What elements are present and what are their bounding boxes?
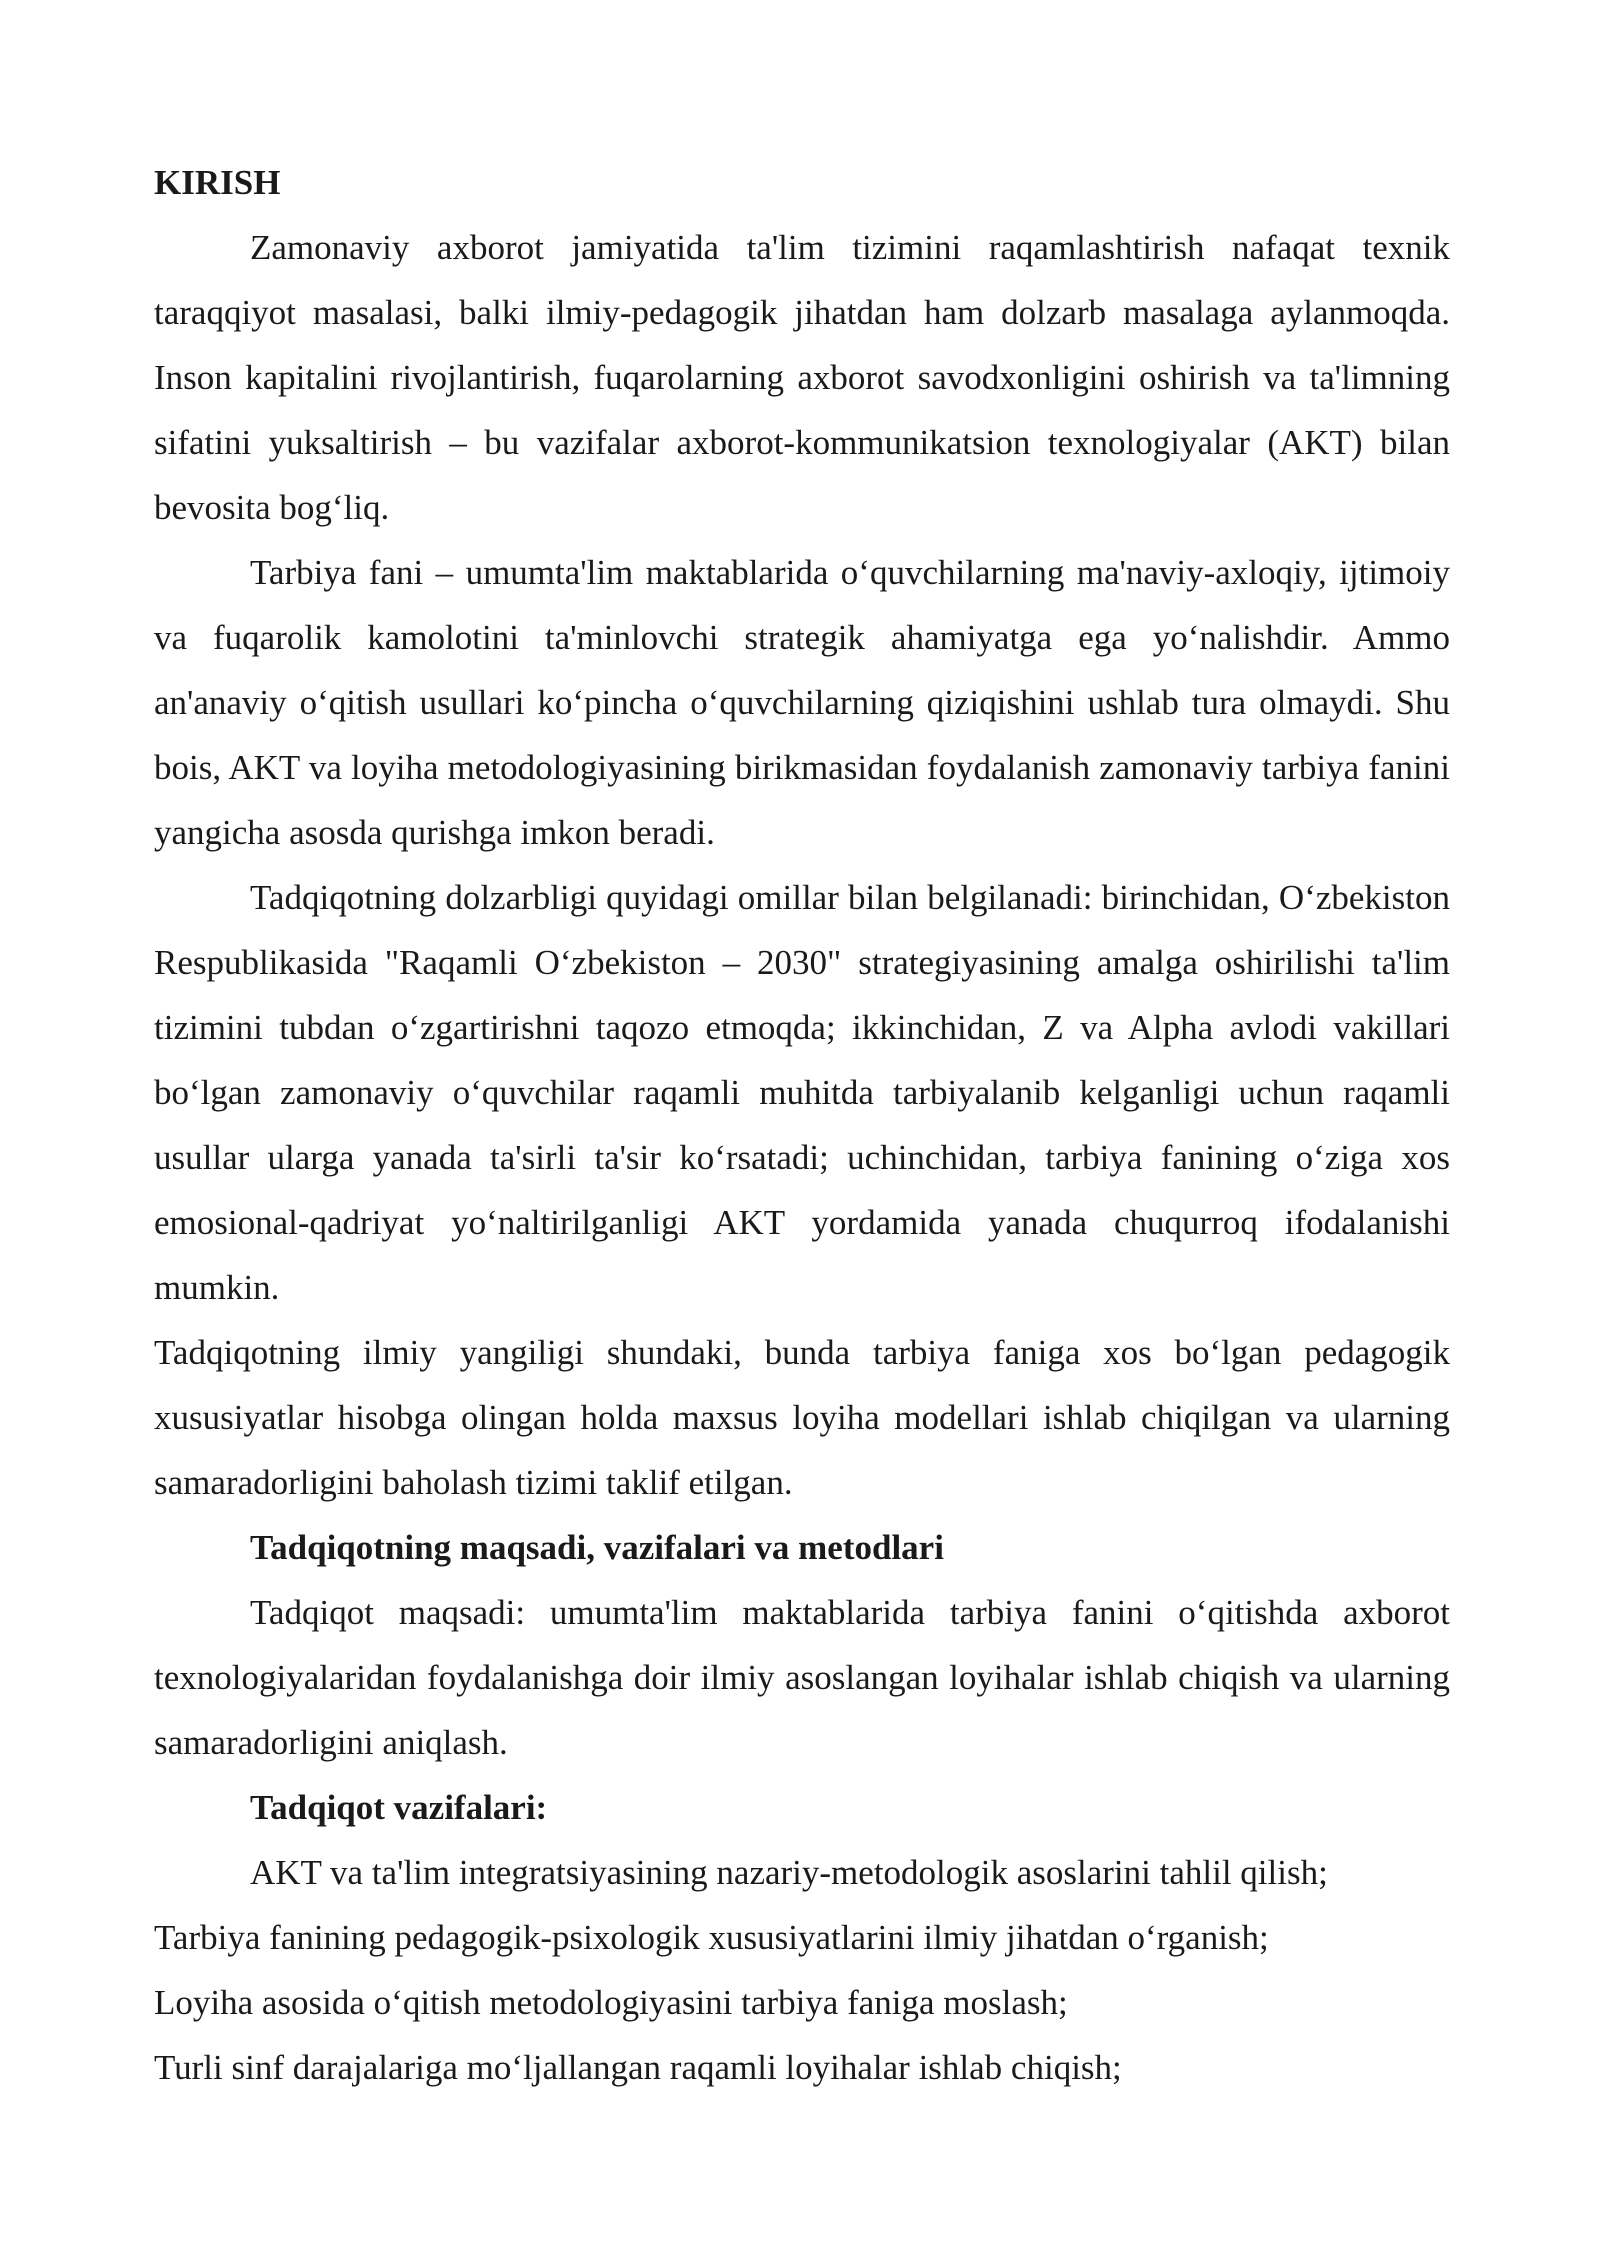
section-heading: Tadqiqotning maqsadi, vazifalari va metodlari xyxy=(250,1528,944,1567)
paragraph-tarbiya: Tarbiya fani – umumta'lim maktablarida o‘quvchilarning ma'naviy-axloqiy, ijtimoiy va fuqarolik kamolotini ta'minlovchi strategik ahamiyatga ega yo‘nalishdir. Ammo an'anaviy o‘qitish usullari ko‘pincha o‘quvchilarning qiziqishini ushlab tura olmaydi. Shu bois, AKT va loyiha metodologiyasining birikmasidan foydalanish zamonaviy tarbiya fanini yangicha asosda qurishga imkon beradi. xyxy=(154,553,1450,852)
tasks-heading: Tadqiqot vazifalari: xyxy=(250,1788,548,1827)
page-heading: KIRISH xyxy=(154,163,281,202)
task-item: Turli sinf darajalariga mo‘ljallangan raqamli loyihalar ishlab chiqish; xyxy=(154,2048,1122,2087)
task-item: Loyiha asosida o‘qitish metodologiyasini tarbiya faniga moslash; xyxy=(154,1983,1068,2022)
paragraph-intro: Zamonaviy axborot jamiyatida ta'lim tizimini raqamlashtirish nafaqat texnik taraqqiyot masalasi, balki ilmiy-pedagogik jihatdan ham dolzarb masalaga aylanmoqda. Inson kapitalini rivojlantirish, fuqarolarning axborot savodxonligini oshirish va ta'limning sifatini yuksaltirish – bu vazifalar axborot-kommunikatsion texnologiyalar (AKT) bilan bevosita bog‘liq. xyxy=(154,228,1450,527)
paragraph-relevance: Tadqiqotning dolzarbligi quyidagi omillar bilan belgilanadi: birinchidan, O‘zbekiston Respublikasida "Raqamli O‘zbekiston – 2030" strategiyasining amalga oshirilishi ta'lim tizimini tubdan o‘zgartirishni taqozo etmoqda; ikkinchidan, Z va Alpha avlodi vakillari bo‘lgan zamonaviy o‘quvchilar raqamli muhitda tarbiyalanib kelganligi uchun raqamli usullar ularga yanada ta'sirli ta'sir ko‘rsatadi; uchinchidan, tarbiya fanining o‘ziga xos emosional-qadriyat yo‘naltirilganligi AKT yordamida yanada chuqurroq ifodalanishi mumkin. xyxy=(154,878,1450,1307)
task-item: Tarbiya fanining pedagogik-psixologik xususiyatlarini ilmiy jihatdan o‘rganish; xyxy=(154,1918,1269,1957)
paragraph-novelty: Tadqiqotning ilmiy yangiligi shundaki, bunda tarbiya faniga xos bo‘lgan pedagogik xususiyatlar hisobga olingan holda maxsus loyiha modellari ishlab chiqilgan va ularning samaradorligini baholash tizimi taklif etilgan. xyxy=(154,1333,1450,1502)
document-page xyxy=(154,150,1450,2100)
task-item: AKT va ta'lim integratsiyasining nazariy-metodologik asoslarini tahlil qilish; xyxy=(250,1853,1328,1892)
paragraph-goal: Tadqiqot maqsadi: umumta'lim maktablarida tarbiya fanini o‘qitishda axborot texnologiyalaridan foydalanishga doir ilmiy asoslangan loyihalar ishlab chiqish va ularning samaradorligini aniqlash. xyxy=(154,1593,1450,1762)
